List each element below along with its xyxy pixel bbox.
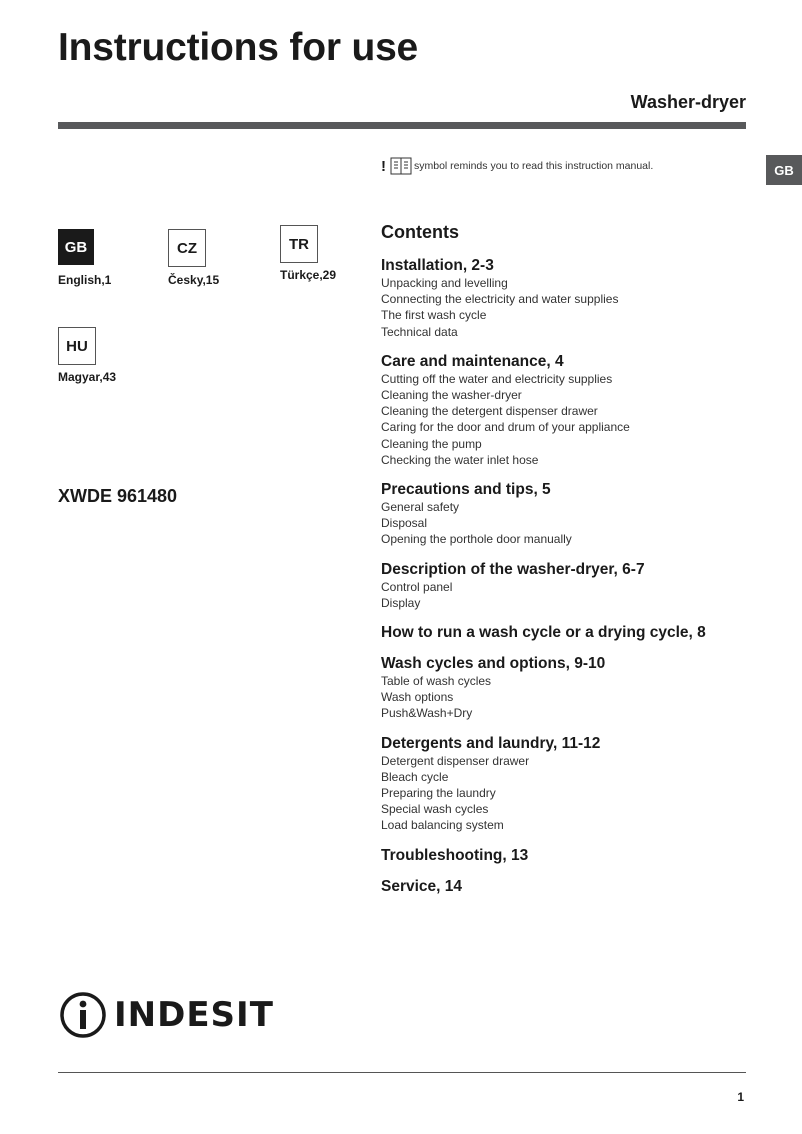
language-label: Magyar,43 — [58, 370, 117, 384]
contents-item[interactable]: Connecting the electricity and water supplies — [381, 292, 619, 307]
language-code-box: HU — [58, 327, 96, 365]
manual-note — [381, 157, 653, 175]
contents-section — [381, 353, 781, 468]
contents-item[interactable]: The first wash cycle — [381, 308, 487, 323]
book-warning-icon — [390, 157, 412, 175]
contents-section-title[interactable]: Description of the washer-dryer, 6-7 — [381, 560, 645, 578]
table-of-contents — [381, 222, 781, 909]
contents-item[interactable]: Display — [381, 595, 421, 610]
contents-item[interactable]: Load balancing system — [381, 818, 504, 833]
brand-logo — [58, 990, 274, 1040]
language-code-box: GB — [58, 229, 94, 265]
brand-name: INDESIT — [114, 995, 274, 1035]
language-side-tab: GB — [766, 155, 802, 185]
language-label: English,1 — [58, 273, 112, 287]
contents-item[interactable]: Preparing the laundry — [381, 786, 496, 801]
contents-item[interactable]: Wash options — [381, 690, 454, 705]
contents-section — [381, 257, 781, 340]
page-title: Instructions for use — [58, 26, 419, 69]
contents-section — [381, 624, 781, 642]
contents-item[interactable]: Table of wash cycles — [381, 674, 492, 689]
contents-item[interactable]: Caring for the door and drum of your appliance — [381, 420, 630, 435]
contents-item[interactable]: Disposal — [381, 516, 428, 531]
contents-section — [381, 655, 781, 722]
contents-item[interactable]: Detergent dispenser drawer — [381, 753, 530, 768]
contents-item[interactable]: Bleach cycle — [381, 769, 449, 784]
language-code-box: TR — [280, 225, 318, 263]
contents-item[interactable]: Opening the porthole door manually — [381, 532, 572, 547]
contents-item[interactable]: Checking the water inlet hose — [381, 452, 539, 467]
contents-item[interactable]: Push&Wash+Dry — [381, 706, 473, 721]
language-tr[interactable] — [280, 225, 360, 282]
contents-section-title[interactable]: Care and maintenance, 4 — [381, 352, 564, 370]
contents-section-title[interactable]: How to run a wash cycle or a drying cycle, 8 — [381, 624, 706, 642]
contents-sections — [381, 257, 781, 896]
footer-divider — [58, 1072, 746, 1073]
language-cz[interactable] — [168, 229, 248, 287]
title-divider — [58, 122, 746, 129]
contents-section — [381, 561, 781, 611]
contents-item[interactable]: Special wash cycles — [381, 802, 489, 817]
model-number: XWDE 961480 — [58, 486, 178, 506]
contents-item-list — [381, 673, 781, 722]
contents-item-list — [381, 371, 781, 468]
contents-section-title[interactable]: Service, 14 — [381, 877, 463, 895]
indesit-logo-icon — [58, 990, 108, 1040]
language-code-box: CZ — [168, 229, 206, 267]
language-gb[interactable] — [58, 229, 138, 287]
contents-section — [381, 878, 781, 896]
contents-item-list — [381, 499, 781, 548]
contents-item-list — [381, 753, 781, 834]
contents-section — [381, 481, 781, 548]
page-subtitle: Washer-dryer — [630, 92, 746, 112]
contents-item[interactable]: Unpacking and levelling — [381, 276, 508, 290]
contents-section-title[interactable]: Troubleshooting, 13 — [381, 846, 529, 864]
language-label: Česky,15 — [168, 273, 220, 287]
contents-heading: Contents — [381, 222, 459, 242]
contents-item[interactable]: Cleaning the pump — [381, 436, 482, 451]
contents-section-title[interactable]: Installation, 2-3 — [381, 257, 494, 274]
contents-section-title[interactable]: Precautions and tips, 5 — [381, 481, 551, 499]
language-label: Türkçe,29 — [280, 268, 337, 282]
contents-section-title[interactable]: Wash cycles and options, 9-10 — [381, 655, 606, 673]
contents-item[interactable]: Control panel — [381, 579, 453, 594]
contents-item[interactable]: Cutting off the water and electricity supplies — [381, 371, 613, 386]
contents-item[interactable]: Technical data — [381, 324, 458, 339]
language-hu[interactable] — [58, 327, 138, 384]
note-text: symbol reminds you to read this instruction manual. — [414, 160, 654, 172]
contents-item[interactable]: Cleaning the washer-dryer — [381, 388, 522, 403]
contents-item[interactable]: Cleaning the detergent dispenser drawer — [381, 404, 598, 419]
contents-item-list — [381, 579, 781, 611]
exclamation-icon: ! — [381, 157, 386, 175]
contents-section — [381, 735, 781, 834]
contents-section — [381, 847, 781, 865]
page-number: 1 — [737, 1090, 744, 1104]
contents-item-list — [381, 275, 781, 340]
contents-item[interactable]: General safety — [381, 500, 460, 515]
contents-section-title[interactable]: Detergents and laundry, 11-12 — [381, 734, 601, 752]
